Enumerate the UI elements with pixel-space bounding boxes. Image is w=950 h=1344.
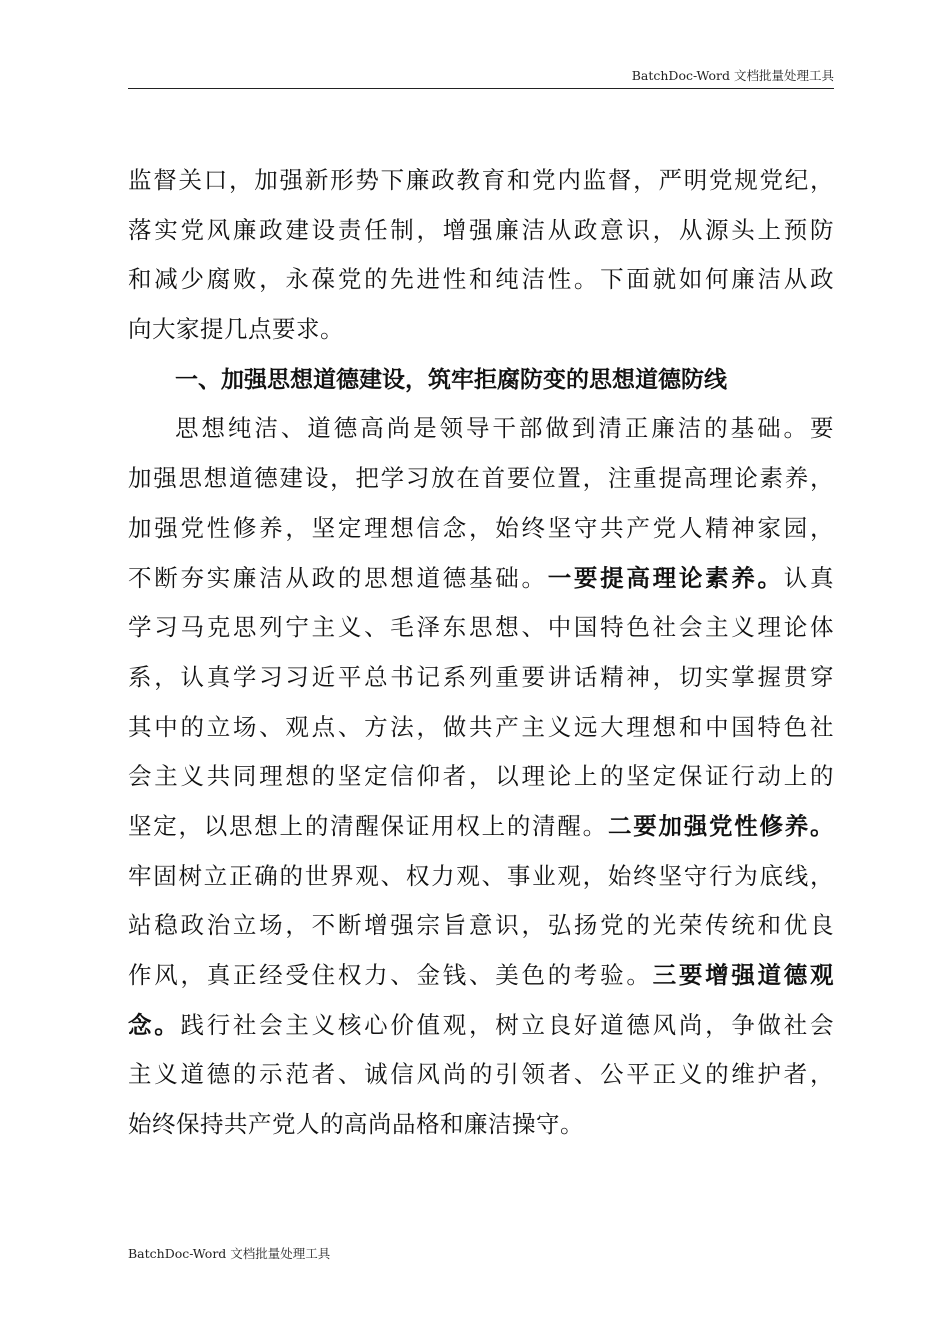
line-segment: 认真 <box>783 563 835 592</box>
line-segment: 坚定，以思想上的清醒保证用权上的清醒。 <box>128 811 608 840</box>
bold-subheading: 念。 <box>128 1010 181 1039</box>
document-body <box>128 156 834 1150</box>
line-segment: 作风，真正经受住权力、金钱、美色的考验。 <box>128 961 653 989</box>
paragraph-line: 主义道德的示范者、诚信风尚的引领者、公平正义的维护者， <box>128 1060 834 1089</box>
paragraph-line: 监督关口，加强新形势下廉政教育和党内监督，严明党规党纪， <box>128 166 834 194</box>
paragraph-line: 落实党风廉政建设责任制，增强廉洁从政意识，从源头上预防 <box>128 215 834 244</box>
paragraph-line: 系，认真学习习近平总书记系列重要讲话精神，切实掌握贯穿 <box>128 662 834 691</box>
paragraph-line: 站稳政治立场，不断增强宗旨意识，弘扬党的光荣传统和优良 <box>128 911 834 940</box>
bold-subheading: 二要加强党性修养。 <box>607 811 835 840</box>
page-footer: BatchDoc-Word 文档批量处理工具 <box>128 1246 331 1261</box>
paragraph-line <box>128 1001 834 1051</box>
paragraph-line <box>128 554 834 604</box>
bold-subheading: 三要增强道德观 <box>652 961 835 989</box>
paragraph-line: 学习马克思列宁主义、毛泽东思想、中国特色社会主义理论体 <box>128 613 834 642</box>
line-segment: 不断夯实廉洁从政的思想道德基础。 <box>128 563 548 592</box>
header-text: BatchDoc-Word 文档批量处理工具 <box>631 68 834 83</box>
paragraph-line: 加强思想道德建设，把学习放在首要位置，注重提高理论素养， <box>128 464 834 493</box>
paragraph-line: 向大家提几点要求。 <box>128 315 344 344</box>
paragraph-line: 加强党性修养，坚定理想信念，始终坚守共产党人精神家园， <box>128 513 834 542</box>
paragraph-line: 牢固树立正确的世界观、权力观、事业观，始终坚守行为底线， <box>128 861 834 890</box>
paragraph-line: 和减少腐败，永葆党的先进性和纯洁性。下面就如何廉洁从政 <box>128 265 834 294</box>
paragraph-line <box>128 951 834 1001</box>
page-header <box>128 64 834 89</box>
paragraph-line: 思想纯洁、道德高尚是领导干部做到清正廉洁的基础。要 <box>175 414 834 443</box>
bold-subheading: 一要提高理论素养。 <box>547 563 784 592</box>
line-segment: 践行社会主义核心价值观，树立良好道德风尚，争做社会 <box>180 1010 835 1039</box>
paragraph-line: 始终保持共产党人的高尚品格和廉洁操守。 <box>128 1110 584 1139</box>
section-heading: 一、加强思想道德建设，筑牢拒腐防变的思想道德防线 <box>175 365 727 393</box>
paragraph-line: 其中的立场、观点、方法，做共产主义远大理想和中国特色社 <box>128 712 834 741</box>
paragraph-line <box>128 802 834 852</box>
paragraph-line: 会主义共同理想的坚定信仰者，以理论上的坚定保证行动上的 <box>128 762 834 791</box>
